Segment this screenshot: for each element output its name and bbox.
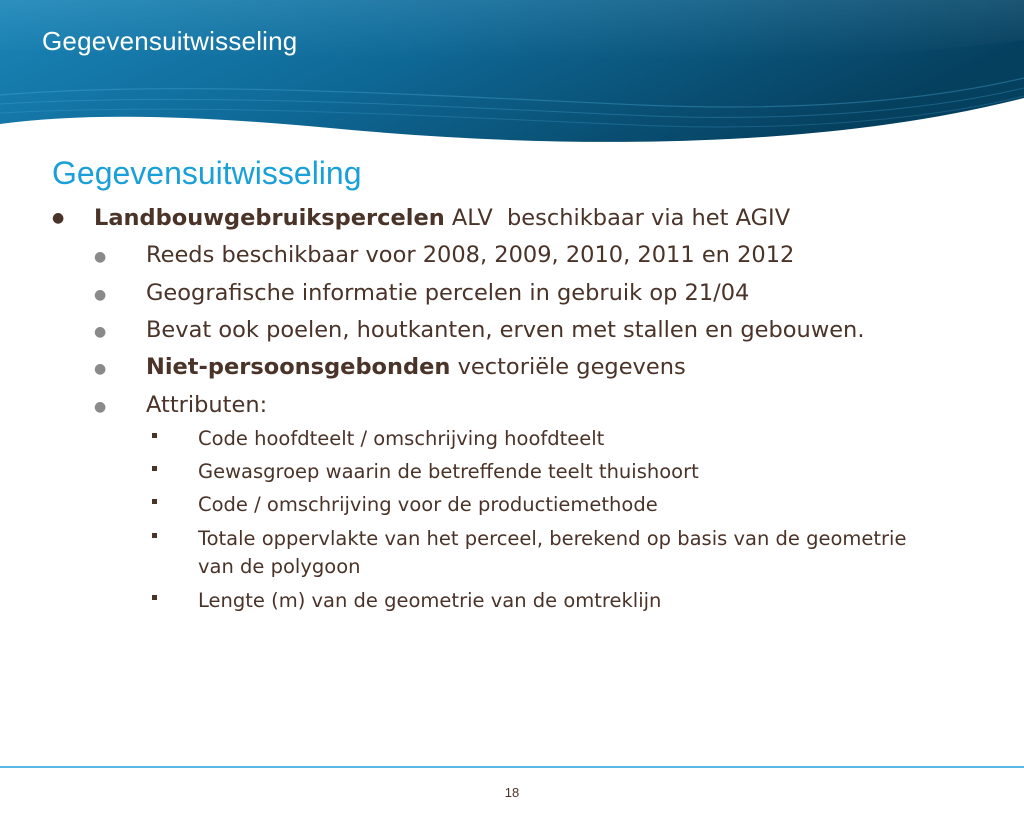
sub-bullet-text: Bevat ook poelen, houtkanten, erven met stallen en gebouwen. — [146, 317, 865, 343]
sub-bullet-bold: Niet-persoonsgebonden — [146, 354, 451, 380]
bullet-dot-icon: ● — [94, 399, 107, 415]
main-bullet-bold: Landbouwgebruikspercelen — [94, 205, 445, 231]
bullet-dot-icon: ● — [94, 324, 107, 340]
square-bullet-icon — [152, 595, 157, 600]
page-number: 18 — [504, 785, 520, 800]
main-bullet-text — [94, 203, 790, 233]
attribute-text: Code hoofdteelt / omschrijving hoofdteelt — [198, 427, 605, 450]
bullet-dot-icon: ● — [94, 287, 107, 303]
sub-bullet-rest: vectoriële gegevens — [450, 354, 686, 380]
footer-divider — [0, 766, 1024, 768]
attribute-text: Gewasgroep waarin de betreffende teelt thuishoort — [198, 460, 699, 483]
sub-bullet-text: Geografische informatie percelen in gebruik op 21/04 — [146, 280, 750, 306]
main-bullet-rest: ALV beschikbaar via het AGIV — [444, 205, 791, 231]
sub-bullet-text — [146, 352, 686, 382]
content-title: Gegevensuitwisseling — [52, 155, 362, 191]
header-banner — [0, 0, 1024, 150]
sub-bullet-text: Reeds beschikbaar voor 2008, 2009, 2010, 2011 en 2012 — [146, 242, 795, 268]
attribute-text: Code / omschrijving voor de productiemethode — [198, 493, 658, 516]
square-bullet-icon — [152, 499, 157, 504]
bullet-dot-icon: ● — [94, 249, 107, 265]
square-bullet-icon — [152, 533, 157, 538]
attribute-text: Lengte (m) van de geometrie van de omtreklijn — [198, 589, 662, 612]
bullet-dot-icon: ● — [52, 210, 65, 226]
square-bullet-icon — [152, 433, 157, 438]
bullet-dot-icon: ● — [94, 361, 107, 377]
attribute-text: Totale oppervlakte van het perceel, berekend op basis van de geometrie van de polygoon — [198, 527, 907, 578]
square-bullet-icon — [152, 466, 157, 471]
sub-bullet-text: Attributen: — [146, 392, 268, 418]
header-title: Gegevensuitwisseling — [42, 26, 298, 56]
